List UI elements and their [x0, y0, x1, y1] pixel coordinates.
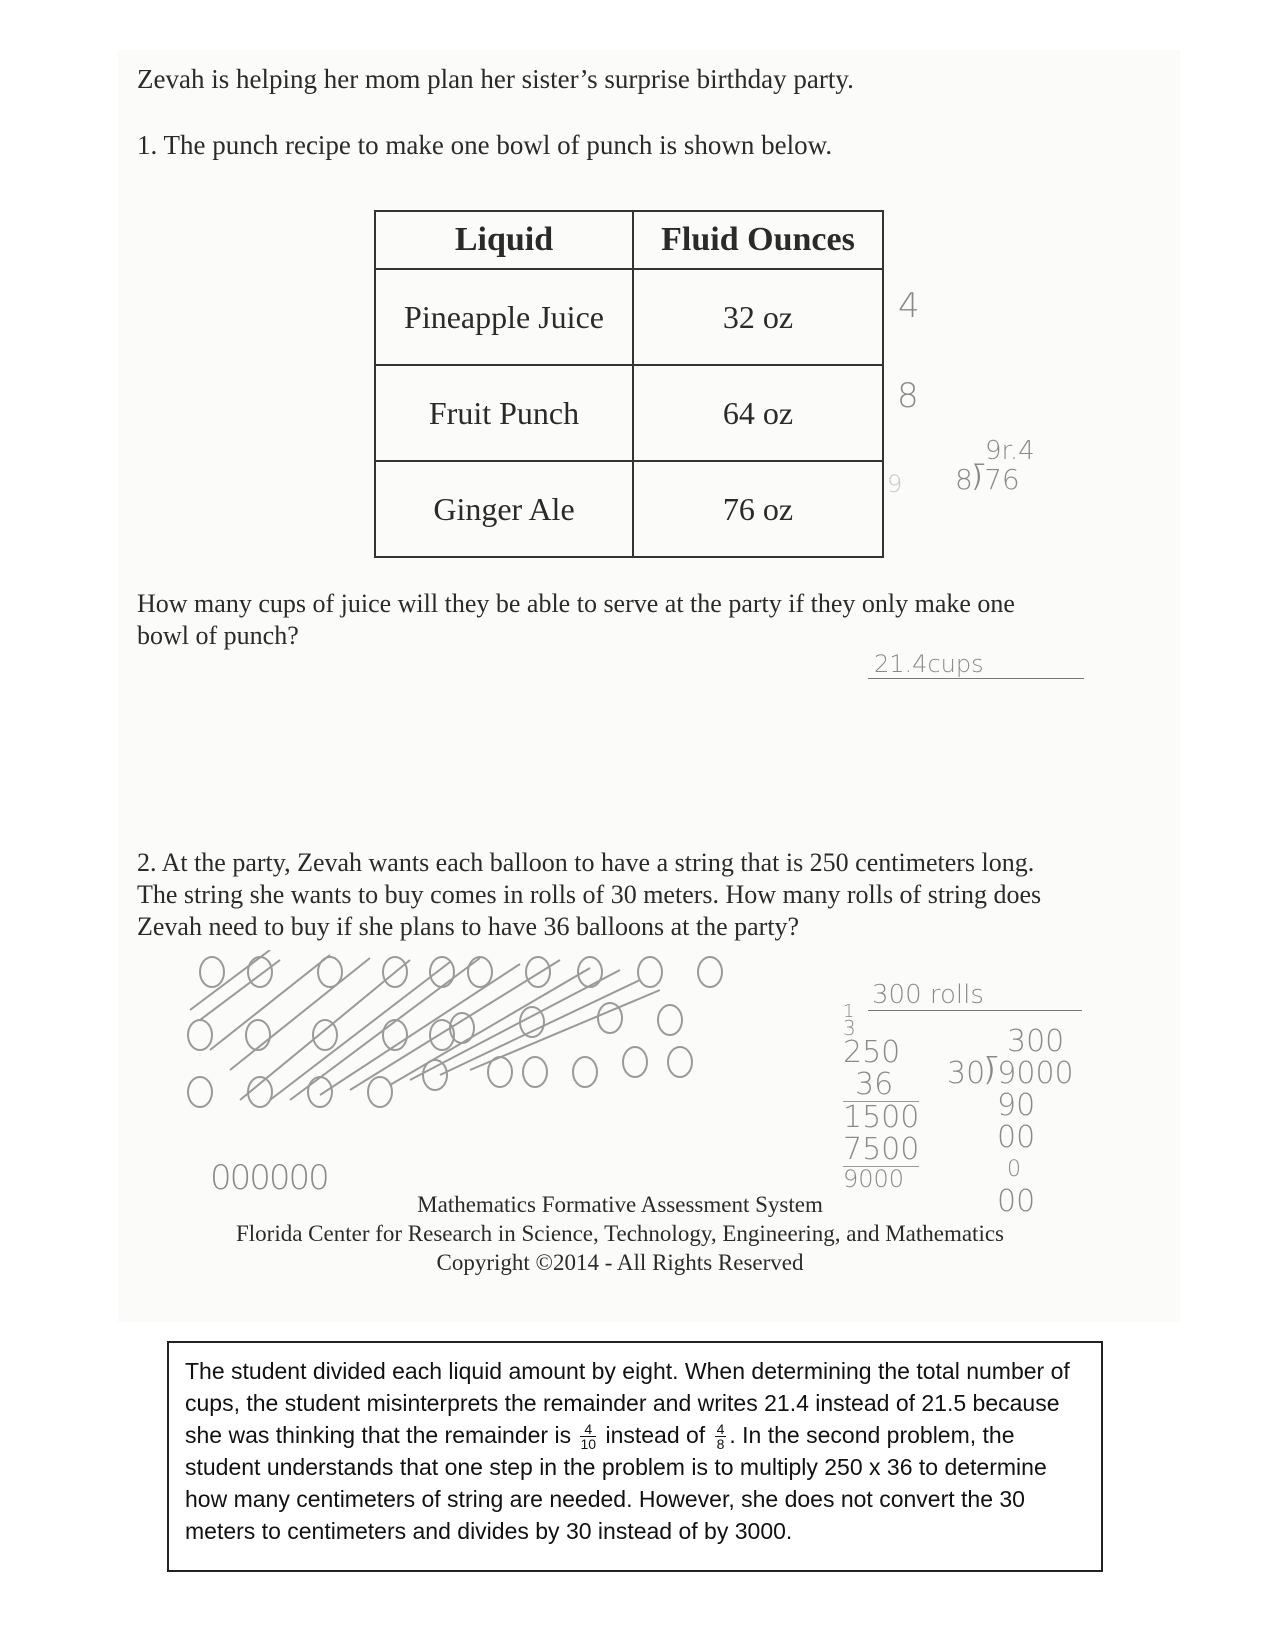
question-2-text: 2. At the party, Zevah wants each balloon to have a string that is 250 centimeters long. The string she wants to buy comes in rolls of 30 meters. How many rolls of string does Zevah need to buy if she plans to have 36 balloons at the party? — [137, 848, 1042, 941]
work-line: 90 — [997, 1088, 1036, 1123]
commentary-text: . In the second problem, the student understands that one step in the problem is to multiply 250 x 36 to determine how many centimeters of string are needed. However, she does not convert the 30 meters to centimeters and divides by 30 instead of by 3000. — [185, 1422, 1047, 1545]
work-line: 3 — [843, 1016, 856, 1040]
fraction-numerator: 4 — [716, 1421, 725, 1438]
question-1-text: How many cups of juice will they be able to serve at the party if they only make one bowl of punch? — [137, 589, 1015, 650]
work-line: 00 — [997, 1184, 1036, 1219]
table-header-row — [375, 211, 883, 269]
fraction-numerator: 4 — [580, 1422, 596, 1437]
fraction-denominator: 10 — [580, 1436, 597, 1453]
footer-line: Copyright ©2014 - All Rights Reserved — [436, 1250, 804, 1275]
question-2-answer: 300 rolls — [868, 980, 1082, 1011]
table-row — [375, 269, 883, 365]
cell-ounces: 64 oz — [633, 365, 883, 461]
footer-line: Florida Center for Research in Science, Technology, Engineering, and Mathematics — [235, 1221, 1004, 1246]
teacher-commentary-box — [167, 1341, 1103, 1572]
cell-liquid: Pineapple Juice — [375, 269, 633, 365]
question-1-answer: 21.4cups — [868, 650, 1084, 679]
work-line: 1 — [843, 1001, 855, 1022]
table-row — [375, 461, 883, 557]
handwritten-note: 9 — [887, 470, 903, 498]
work-line: 0 — [1007, 1157, 1021, 1182]
commentary-text: The student divided each liquid amount by eight. When determining the total number of cups, the student misinterprets the remainder and writes 21.4 instead of 21.5 because she was thinking that the remainder is — [185, 1358, 1070, 1448]
worksheet-footer — [160, 1190, 1080, 1277]
work-line: 36 — [855, 1067, 894, 1102]
handwritten-multiplication — [843, 1001, 920, 1193]
work-line: 1500 — [843, 1100, 920, 1135]
work-line: 250 — [843, 1035, 901, 1070]
handwritten-note: 4 — [898, 286, 920, 326]
handwritten-balloon-count: 000000 — [210, 1158, 328, 1198]
cell-ounces: 32 oz — [633, 269, 883, 365]
cell-liquid: Ginger Ale — [375, 461, 633, 557]
commentary-text: instead of — [605, 1422, 706, 1448]
fraction-denominator: 8 — [716, 1436, 725, 1453]
fraction-four-eighths — [715, 1422, 727, 1451]
handwritten-division: 8⟌76 — [955, 463, 1020, 496]
handwritten-division-quotient: 9r.4 — [985, 436, 1035, 466]
cell-liquid: Fruit Punch — [375, 365, 633, 461]
work-line: 9000 — [843, 1166, 919, 1191]
punch-recipe-table — [374, 210, 884, 558]
intro-text: Zevah is helping her mom plan her sister’s surprise birthday party. — [137, 64, 854, 94]
header-liquid: Liquid — [375, 211, 633, 269]
handwritten-note: 8 — [897, 376, 919, 416]
question-1-prompt: 1. The punch recipe to make one bowl of punch is shown below. — [137, 130, 833, 160]
balloon-sketch — [180, 950, 740, 1140]
handwritten-quotient: 300 — [1007, 1024, 1065, 1059]
table-row — [375, 365, 883, 461]
work-line: 30⟌9000 — [947, 1056, 1074, 1091]
work-line: 7500 — [843, 1132, 920, 1167]
fraction-four-tenths — [580, 1422, 596, 1451]
work-line: 00 — [997, 1120, 1036, 1155]
cell-ounces: 76 oz — [633, 461, 883, 557]
header-fluid-ounces: Fluid Ounces — [633, 211, 883, 269]
footer-line: Mathematics Formative Assessment System — [417, 1192, 823, 1217]
